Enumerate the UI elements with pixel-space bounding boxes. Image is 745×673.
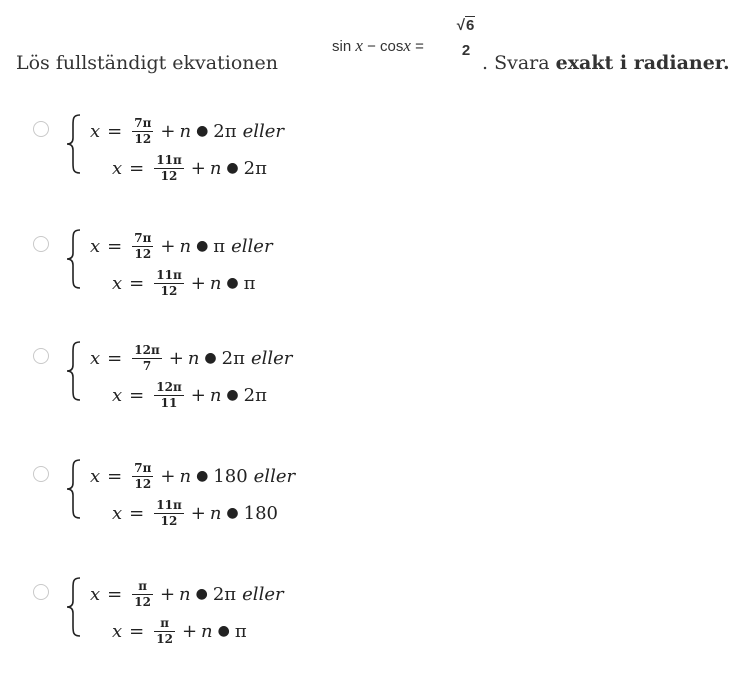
radio-button-icon[interactable] bbox=[33, 121, 49, 137]
left-brace-icon bbox=[64, 340, 82, 402]
x-variable: x bbox=[112, 384, 123, 406]
fraction-denominator: 12 bbox=[134, 246, 152, 261]
period-value: 2π bbox=[243, 384, 267, 406]
multiplication-dot: ● bbox=[226, 275, 239, 291]
x-variable: x bbox=[112, 272, 123, 294]
fraction-numerator: 11π bbox=[156, 267, 182, 282]
n-variable: n bbox=[179, 235, 192, 257]
answer-option-5[interactable] bbox=[0, 576, 745, 656]
period-value: 2π bbox=[212, 583, 237, 605]
n-variable: n bbox=[209, 502, 222, 524]
period-value: 2π bbox=[213, 120, 237, 142]
equals-sign: = bbox=[107, 465, 123, 487]
multiplication-dot: ● bbox=[226, 160, 239, 176]
plus-sign: + bbox=[159, 583, 176, 605]
fraction-denominator: 12 bbox=[156, 631, 173, 646]
multiplication-dot: ● bbox=[195, 586, 208, 602]
x-variable: x bbox=[90, 235, 101, 257]
equals-sign: = bbox=[107, 583, 123, 605]
solution-line-2 bbox=[112, 494, 278, 532]
fraction-numerator: 11π bbox=[156, 497, 182, 512]
question-text-before: Lös fullständigt ekvationen bbox=[16, 52, 278, 74]
equals-sign: = bbox=[107, 120, 123, 142]
eller-label: eller bbox=[242, 120, 285, 142]
n-variable: n bbox=[209, 384, 222, 406]
radio-button-icon[interactable] bbox=[33, 348, 49, 364]
fraction-denominator: 7 bbox=[142, 358, 152, 373]
answer-option-2[interactable] bbox=[0, 228, 745, 308]
period-value: 2π bbox=[243, 157, 267, 179]
angle-fraction bbox=[154, 617, 175, 646]
radio-button-icon[interactable] bbox=[33, 584, 49, 600]
period-value: 180 bbox=[243, 502, 278, 524]
equals-sign: = bbox=[129, 502, 145, 524]
multiplication-dot: ● bbox=[196, 238, 209, 254]
left-brace-icon bbox=[64, 113, 82, 175]
fraction-numerator: π bbox=[160, 615, 169, 630]
solution-line-1 bbox=[90, 113, 284, 149]
multiplication-dot: ● bbox=[217, 623, 230, 639]
n-variable: n bbox=[201, 620, 213, 642]
eller-label: eller bbox=[242, 583, 284, 605]
question-prompt bbox=[16, 8, 741, 78]
angle-fraction bbox=[132, 344, 161, 373]
angle-fraction bbox=[154, 499, 183, 528]
angle-fraction bbox=[132, 462, 153, 491]
n-variable: n bbox=[187, 347, 200, 369]
x-variable: x bbox=[90, 465, 101, 487]
x-variable: x bbox=[355, 36, 363, 55]
plus-sign: + bbox=[190, 157, 206, 179]
angle-fraction bbox=[132, 117, 153, 146]
multiplication-dot: ● bbox=[226, 505, 239, 521]
multiplication-dot: ● bbox=[196, 123, 209, 139]
fraction-denominator: 12 bbox=[160, 283, 178, 298]
cos-label: cos bbox=[380, 38, 404, 55]
equals-sign: = bbox=[107, 347, 123, 369]
angle-fraction bbox=[132, 232, 153, 261]
fraction-numerator: 7π bbox=[134, 460, 152, 475]
equals-sign: = bbox=[415, 38, 424, 55]
period-value: 2π bbox=[221, 347, 245, 369]
solution-line-2 bbox=[112, 264, 255, 302]
x-variable: x bbox=[403, 36, 411, 55]
plus-sign: + bbox=[160, 120, 176, 142]
answer-option-1[interactable] bbox=[0, 113, 745, 193]
multiplication-dot: ● bbox=[226, 387, 239, 403]
x-variable: x bbox=[90, 347, 101, 369]
sqrt-argument: 6 bbox=[465, 17, 475, 34]
equals-sign: = bbox=[129, 272, 145, 294]
equals-sign: = bbox=[107, 235, 123, 257]
sqrt-symbol: √ bbox=[456, 17, 465, 34]
left-brace-icon bbox=[64, 576, 82, 638]
equals-sign: = bbox=[129, 620, 145, 642]
radio-button-icon[interactable] bbox=[33, 236, 49, 252]
exakt-radianer-text: exakt i radianer. bbox=[555, 52, 730, 74]
plus-sign: + bbox=[190, 272, 206, 294]
n-variable: n bbox=[209, 157, 222, 179]
fraction-numerator: 7π bbox=[134, 230, 152, 245]
n-variable: n bbox=[179, 120, 192, 142]
fraction-denominator: 11 bbox=[160, 395, 178, 410]
plus-sign: + bbox=[190, 502, 206, 524]
plus-sign: + bbox=[181, 620, 198, 642]
solution-line-2 bbox=[112, 376, 267, 414]
n-variable: n bbox=[209, 272, 222, 294]
svara-text: . Svara bbox=[482, 52, 550, 74]
fraction-denominator: 12 bbox=[134, 476, 152, 491]
answer-option-3[interactable] bbox=[0, 340, 745, 420]
fraction-denominator: 2 bbox=[461, 42, 471, 59]
minus-sign: − bbox=[367, 38, 376, 55]
solution-line-1 bbox=[90, 228, 273, 264]
equals-sign: = bbox=[129, 157, 145, 179]
answer-option-4[interactable] bbox=[0, 458, 745, 538]
fraction-numerator: 12π bbox=[156, 379, 182, 394]
multiplication-dot: ● bbox=[196, 468, 209, 484]
solution-line-2 bbox=[112, 612, 247, 650]
n-variable: n bbox=[179, 583, 191, 605]
x-variable: x bbox=[90, 120, 101, 142]
angle-fraction bbox=[154, 381, 183, 410]
fraction-numerator: π bbox=[138, 578, 147, 593]
fraction-numerator bbox=[457, 16, 476, 36]
equation-rhs-fraction bbox=[447, 16, 485, 61]
eller-label: eller bbox=[231, 235, 273, 257]
fraction-denominator: 12 bbox=[134, 131, 152, 146]
plus-sign: + bbox=[190, 384, 206, 406]
plus-sign: + bbox=[160, 465, 176, 487]
radio-button-icon[interactable] bbox=[33, 466, 49, 482]
fraction-numerator: 11π bbox=[156, 152, 182, 167]
eller-label: eller bbox=[253, 465, 296, 487]
angle-fraction bbox=[154, 154, 183, 183]
sin-label: sin bbox=[332, 38, 352, 55]
solution-line-1 bbox=[90, 458, 295, 494]
multiplication-dot: ● bbox=[204, 350, 217, 366]
period-value: 180 bbox=[213, 465, 248, 487]
solution-line-1 bbox=[90, 576, 284, 612]
equals-sign: = bbox=[129, 384, 145, 406]
plus-sign: + bbox=[168, 347, 184, 369]
fraction-numerator: 12π bbox=[134, 342, 160, 357]
period-value: π bbox=[213, 235, 226, 257]
x-variable: x bbox=[112, 502, 123, 524]
fraction-denominator: 12 bbox=[134, 594, 151, 609]
x-variable: x bbox=[90, 583, 101, 605]
question-text-after bbox=[482, 52, 730, 74]
solution-line-2 bbox=[112, 149, 267, 187]
left-brace-icon bbox=[64, 458, 82, 520]
left-brace-icon bbox=[64, 228, 82, 290]
plus-sign: + bbox=[160, 235, 176, 257]
fraction-denominator: 12 bbox=[160, 168, 178, 183]
question-equation bbox=[332, 8, 482, 78]
equation-lhs bbox=[332, 36, 424, 56]
x-variable: x bbox=[112, 157, 123, 179]
n-variable: n bbox=[179, 465, 192, 487]
solution-line-1 bbox=[90, 340, 292, 376]
eller-label: eller bbox=[250, 347, 293, 369]
x-variable: x bbox=[112, 620, 123, 642]
period-value: π bbox=[243, 272, 256, 294]
fraction-denominator: 12 bbox=[160, 513, 178, 528]
period-value: π bbox=[234, 620, 247, 642]
fraction-numerator: 7π bbox=[134, 115, 152, 130]
angle-fraction bbox=[132, 580, 153, 609]
angle-fraction bbox=[154, 269, 183, 298]
